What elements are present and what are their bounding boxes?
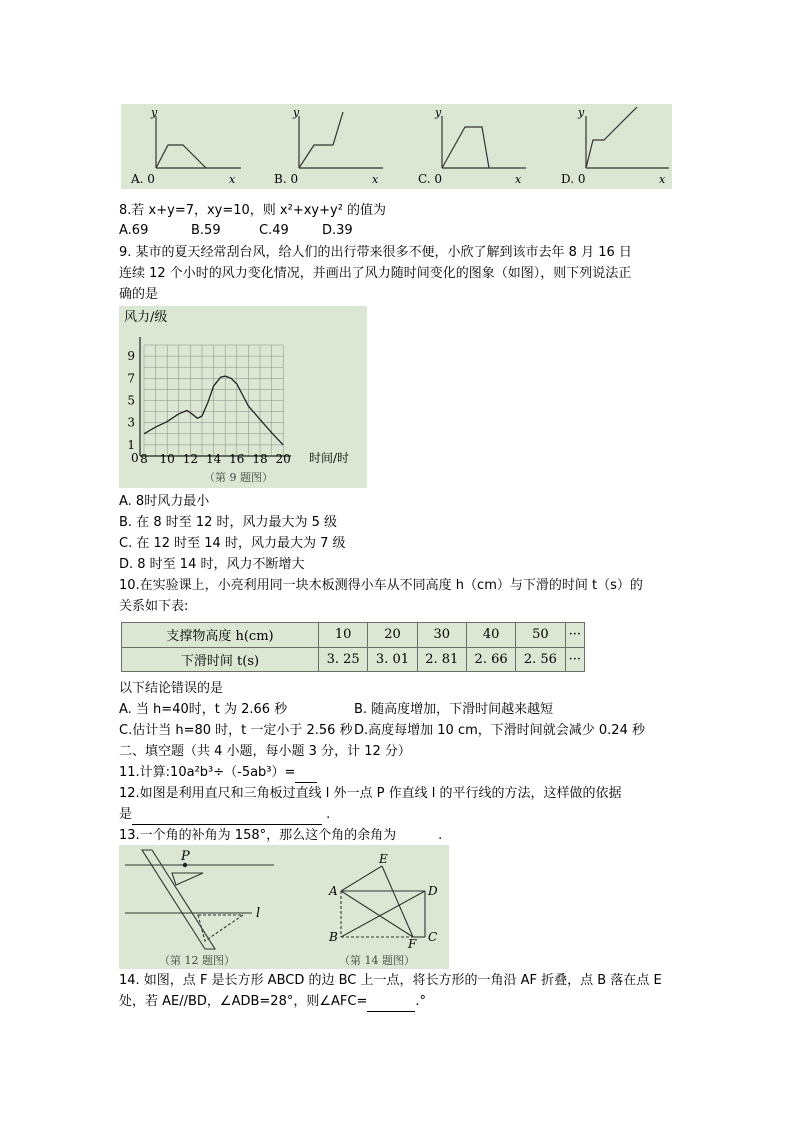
q14-line1: 14. 如图，点 F 是长方形 ABCD 的边 BC 上一点，将长方形的一角沿 AF 折叠，点 B 落在点 E — [119, 973, 662, 988]
figures-12-14 — [119, 845, 449, 969]
q9-chart — [119, 306, 367, 488]
table-cell: 40 — [466, 623, 515, 648]
q14-answer-blank[interactable] — [367, 997, 415, 1012]
graph-b — [299, 112, 383, 168]
figures-svg — [119, 845, 449, 969]
q8-option-a: A.69 — [119, 223, 149, 238]
table-cell: ··· — [565, 623, 584, 648]
fig14-label-b: B — [329, 930, 338, 944]
q9-option-b: B. 在 8 时至 12 时，风力最大为 5 级 — [119, 515, 338, 530]
q10-option-d: D.高度每增加 10 cm，下滑时间就会减少 0.24 秒 — [354, 723, 645, 738]
q9-option-c: C. 在 12 时至 14 时，风力最大为 7 级 — [119, 536, 346, 551]
q9-option-a: A. 8时风力最小 — [119, 494, 210, 509]
table-cell: 10 — [319, 623, 368, 648]
fig12-caption: （第 12 题图） — [159, 954, 235, 967]
q9-option-d: D. 8 时至 14 时，风力不断增大 — [119, 557, 305, 572]
q9-line3: 确的是 — [119, 287, 159, 302]
fig14-label-d: D — [428, 884, 438, 898]
table-cell: 支撑物高度 h(cm) — [122, 623, 319, 648]
q10-option-b: B. 随高度增加，下滑时间越来越短 — [354, 702, 554, 717]
q8-stem: 8.若 x+y=7，xy=10，则 x²+xy+y² 的值为 — [119, 203, 387, 218]
q12-suffix: . — [326, 807, 331, 822]
chart-axes — [140, 337, 291, 456]
chart-y-label: 风力/级 — [124, 310, 168, 325]
q13-stem: 13.一个角的补角为 158°，那么这个角的余角为 — [119, 828, 397, 843]
fig12-drawing — [125, 850, 274, 949]
x-tick-label: 8 — [140, 452, 148, 466]
section-heading: 二、填空题（共 4 小题，每小题 3 分，计 12 分） — [119, 744, 411, 759]
y-tick-label: 9 — [127, 349, 135, 364]
graph-a-x: x — [229, 173, 236, 186]
q10-option-c: C.估计当 h=80 时，t 一定小于 2.56 秒 — [119, 723, 353, 738]
q9-line2: 连续 12 个小时的风力变化情况，并画出了风力随时间变化的图象（如图），则下列说法正 — [119, 266, 632, 281]
graph-a-label: A. 0 — [131, 172, 155, 186]
x-tick-label: 18 — [252, 452, 268, 466]
x-tick-label: 12 — [182, 452, 199, 466]
q11-row — [119, 763, 317, 783]
fig14-drawing — [341, 866, 425, 937]
chart-caption: （第 9 题图） — [204, 471, 273, 484]
graph-d-label: D. 0 — [561, 172, 586, 186]
q11-stem: 11.计算:10a²b³÷（-5ab³）= — [119, 765, 296, 780]
y-tick-label: 3 — [127, 415, 135, 430]
chart-origin-label: 0 — [131, 451, 139, 465]
y-tick-label: 5 — [127, 393, 135, 408]
fig14-label-e: E — [379, 852, 388, 866]
graph-c — [442, 116, 526, 168]
fig12-triangle-dashed — [198, 915, 243, 941]
table-cell: ··· — [565, 647, 584, 672]
table-cell: 3. 01 — [368, 647, 417, 672]
graph-c-x: x — [515, 173, 522, 186]
table-row — [122, 647, 585, 672]
graph-c-label: C. 0 — [418, 172, 443, 186]
table-cell: 2. 81 — [417, 647, 466, 672]
q10-table — [121, 622, 585, 672]
table-cell: 下滑时间 t(s) — [122, 647, 319, 672]
graph-a — [156, 116, 241, 168]
q10-line2: 关系如下表: — [119, 599, 189, 614]
chart-tick-labels — [127, 349, 290, 466]
x-tick-label: 10 — [159, 452, 175, 466]
table-cell: 2. 66 — [466, 647, 515, 672]
y-tick-label: 1 — [127, 437, 135, 452]
q14-suffix: .° — [415, 994, 426, 1009]
q7-graph-strip — [121, 104, 672, 189]
q9-line1: 9. 某市的夏天经常刮台风，给人们的出行带来很多不便，小欣了解到该市去年 8 月 16 日 — [119, 245, 632, 260]
x-tick-label: 14 — [205, 452, 222, 466]
q8-option-d: D.39 — [322, 223, 353, 238]
x-tick-label: 16 — [229, 452, 245, 466]
graph-a-y: y — [151, 106, 158, 119]
fig14-label-f: F — [408, 937, 417, 951]
graph-b-x: x — [372, 173, 379, 186]
q11-answer-blank[interactable] — [295, 768, 317, 783]
fig14-caption: （第 14 题图） — [339, 954, 415, 967]
q12-line1: 12.如图是利用直尺和三角板过直线 l 外一点 P 作直线 l 的平行线的方法，这样做的依据 — [119, 786, 622, 801]
q13-suffix: . — [438, 828, 443, 843]
table-row — [122, 623, 585, 648]
table-cell: 20 — [368, 623, 417, 648]
q13-answer-blank[interactable] — [396, 831, 438, 846]
chart-grid — [144, 345, 283, 456]
fig12-triangle-top — [172, 873, 203, 885]
table-cell: 50 — [516, 623, 565, 648]
q13-row — [119, 826, 442, 846]
graph-c-y: y — [435, 106, 442, 119]
q12-answer-blank[interactable] — [132, 810, 322, 825]
q12-row2 — [119, 805, 330, 825]
chart-x-label: 时间/时 — [309, 451, 350, 465]
q7-graphs-svg — [121, 104, 672, 189]
y-tick-label: 7 — [127, 371, 135, 386]
q10-prompt: 以下结论错误的是 — [119, 681, 224, 696]
graph-d-x: x — [659, 173, 666, 186]
q8-option-b: B.59 — [191, 223, 221, 238]
fig14-label-c: C — [428, 930, 438, 944]
table-cell: 2. 56 — [516, 647, 565, 672]
fig12-label-l: l — [256, 906, 261, 921]
x-tick-label: 20 — [275, 452, 291, 466]
graph-d-y: y — [578, 106, 585, 119]
q14-row2 — [119, 992, 426, 1012]
q10-line1: 10.在实验课上，小亮利用同一块木板测得小车从不同高度 h（cm）与下滑的时间 t（s）的 — [119, 578, 643, 593]
q10-option-a: A. 当 h=40时，t 为 2.66 秒 — [119, 702, 288, 717]
fig14-label-a: A — [329, 884, 338, 898]
table-cell: 30 — [417, 623, 466, 648]
q12-prefix: 是 — [119, 807, 133, 822]
wind-chart-svg — [119, 306, 367, 488]
fig12-label-p: P — [181, 849, 190, 864]
graph-b-label: B. 0 — [274, 172, 299, 186]
graph-d — [586, 107, 669, 168]
q8-option-c: C.49 — [259, 223, 289, 238]
graph-b-y: y — [293, 106, 300, 119]
table-cell: 3. 25 — [319, 647, 368, 672]
q14-prefix: 处，若 AE//BD，∠ADB=28°，则∠AFC= — [119, 994, 368, 1009]
